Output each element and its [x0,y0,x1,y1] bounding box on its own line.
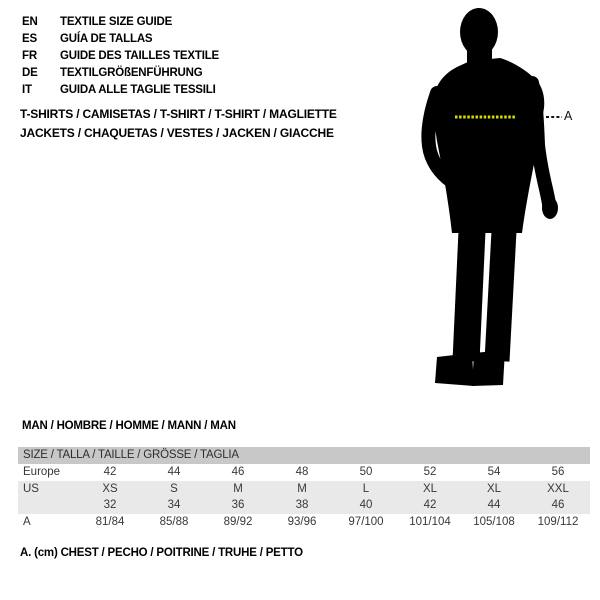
table-cell: 46 [231,466,245,479]
language-row [22,30,219,47]
table-cell: 36 [231,499,245,512]
table-cell: 32 [103,499,117,512]
category-line-tshirts: T-SHIRTS / CAMISETAS / T-SHIRT / T-SHIRT / MAGLIETTE [20,107,337,121]
language-code: EN [22,15,38,28]
section-title-man: MAN / HOMBRE / HOMME / MANN / MAN [22,420,236,432]
table-header-size: SIZE / TALLA / TAILLE / GRÖSSE / TAGLIA [18,447,590,464]
table-cell: 56 [551,466,565,479]
language-row [22,64,219,81]
language-code: ES [22,32,37,45]
language-code: FR [22,49,37,62]
table-cell: 46 [551,499,565,512]
language-code: IT [22,83,32,96]
table-row-us-numeric [18,497,590,514]
garment-category-lines [20,105,337,142]
table-cell: 42 [423,499,437,512]
table-cell: XXL [547,482,569,495]
language-label: GUIDA ALLE TAGLIE TESSILI [60,83,216,96]
table-row-chest-a [18,514,590,531]
man-silhouette-figure [410,5,600,395]
language-code: DE [22,66,38,79]
table-cell: 97/100 [348,515,384,528]
table-cell: XL [486,482,502,495]
table-cell: XL [422,482,438,495]
table-cell: 50 [359,466,373,479]
table-cell: S [170,482,178,495]
table-cell: 40 [359,499,373,512]
table-cell: 93/96 [287,515,317,528]
table-row-europe [18,464,590,481]
table-cell: 42 [103,466,117,479]
man-silhouette [410,5,575,395]
table-cell: 109/112 [537,515,579,528]
table-cell: 85/88 [159,515,189,528]
language-row [22,47,219,64]
language-row [22,81,219,98]
table-cell: 101/104 [409,515,451,528]
row-label: A [23,515,31,528]
table-cell: 38 [295,499,309,512]
table-cell: 54 [487,466,501,479]
language-label: TEXTILGRÖßENFÜHRUNG [60,66,203,79]
measure-label-a: A [564,109,573,123]
table-cell: 105/108 [473,515,515,528]
row-label: Europe [23,466,61,479]
table-cell: 34 [167,499,181,512]
table-cell: M [297,482,307,495]
language-list [22,13,219,98]
table-cell: 44 [487,499,501,512]
row-label: US [23,482,39,495]
table-cell: 44 [167,466,181,479]
language-label: TEXTILE SIZE GUIDE [60,15,173,28]
table-cell: 81/84 [95,515,125,528]
table-cell: L [362,482,370,495]
measurement-footnote: A. (cm) CHEST / PECHO / POITRINE / TRUHE / PETTO [20,547,303,559]
table-cell: 48 [295,466,309,479]
table-row-us [18,481,590,498]
table-cell: 52 [423,466,437,479]
table-cell: M [233,482,243,495]
size-table [18,447,590,530]
language-label: GUIDE DES TAILLES TEXTILE [60,49,219,62]
category-line-jackets: JACKETS / CHAQUETAS / VESTES / JACKEN / GIACCHE [20,125,334,140]
language-row [22,13,219,30]
table-cell: XS [102,482,118,495]
language-label: GUÍA DE TALLAS [60,32,153,45]
table-cell: 89/92 [223,515,253,528]
